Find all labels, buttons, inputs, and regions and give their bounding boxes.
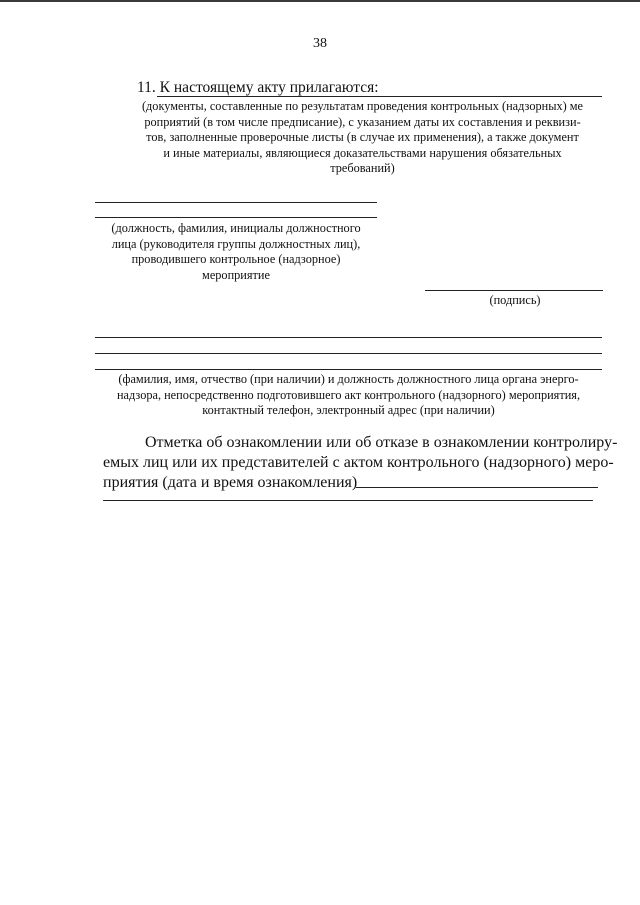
section-11-heading-fill-line [157, 96, 602, 97]
preparer-caption [95, 372, 602, 419]
caption-line: контактный телефон, электронный адрес (при наличии) [202, 403, 495, 417]
caption-line: проводившего контрольное (надзорное) [131, 252, 341, 266]
acknowledgement-line-2: емых лиц или их представителей с актом контрольного (надзорного) меро- [103, 454, 614, 471]
caption-line: мероприятие [202, 267, 270, 282]
signature-line [425, 290, 603, 291]
section-11-heading: 11. К настоящему акту прилагаются: [137, 79, 379, 96]
caption-line: (фамилия, имя, отчество (при наличии) и должность должностного лица органа энерго- [118, 372, 579, 386]
signature-caption: (подпись) [489, 293, 541, 307]
preparer-line-3 [95, 369, 602, 370]
official-caption [95, 221, 377, 283]
caption-line: роприятий (в том числе предписание), с указанием даты их составления и реквизи- [144, 114, 581, 129]
official-line-2 [95, 217, 377, 218]
acknowledgement-line-1: Отметка об ознакомлении или об отказе в ознакомлении контролиру- [145, 434, 618, 451]
caption-line: (должность, фамилия, инициалы должностного [111, 221, 361, 235]
preparer-line-2 [95, 353, 602, 354]
caption-line: и иные материалы, являющиеся доказательствами нарушения обязательных [163, 145, 562, 160]
caption-line: (документы, составленные по результатам проведения контрольных (надзорных) ме [141, 99, 584, 113]
acknowledgement-line-extra [103, 500, 593, 501]
preparer-line-1 [95, 337, 602, 338]
acknowledgement-line-3: приятия (дата и время ознакомления) [103, 474, 358, 491]
caption-line: лица (руководителя группы должностных лиц), [111, 236, 361, 251]
caption-line: требований) [330, 161, 395, 175]
caption-line: тов, заполненные проверочные листы (в случае их применения), а также документ [146, 130, 579, 144]
page-number: 38 [313, 36, 327, 51]
scan-top-edge [0, 0, 640, 2]
acknowledgement-fill-line [356, 487, 598, 488]
section-11-caption [115, 99, 610, 177]
caption-line: надзора, непосредственно подготовившего акт контрольного (надзорного) мероприятия, [116, 387, 581, 402]
official-line-1 [95, 202, 377, 203]
